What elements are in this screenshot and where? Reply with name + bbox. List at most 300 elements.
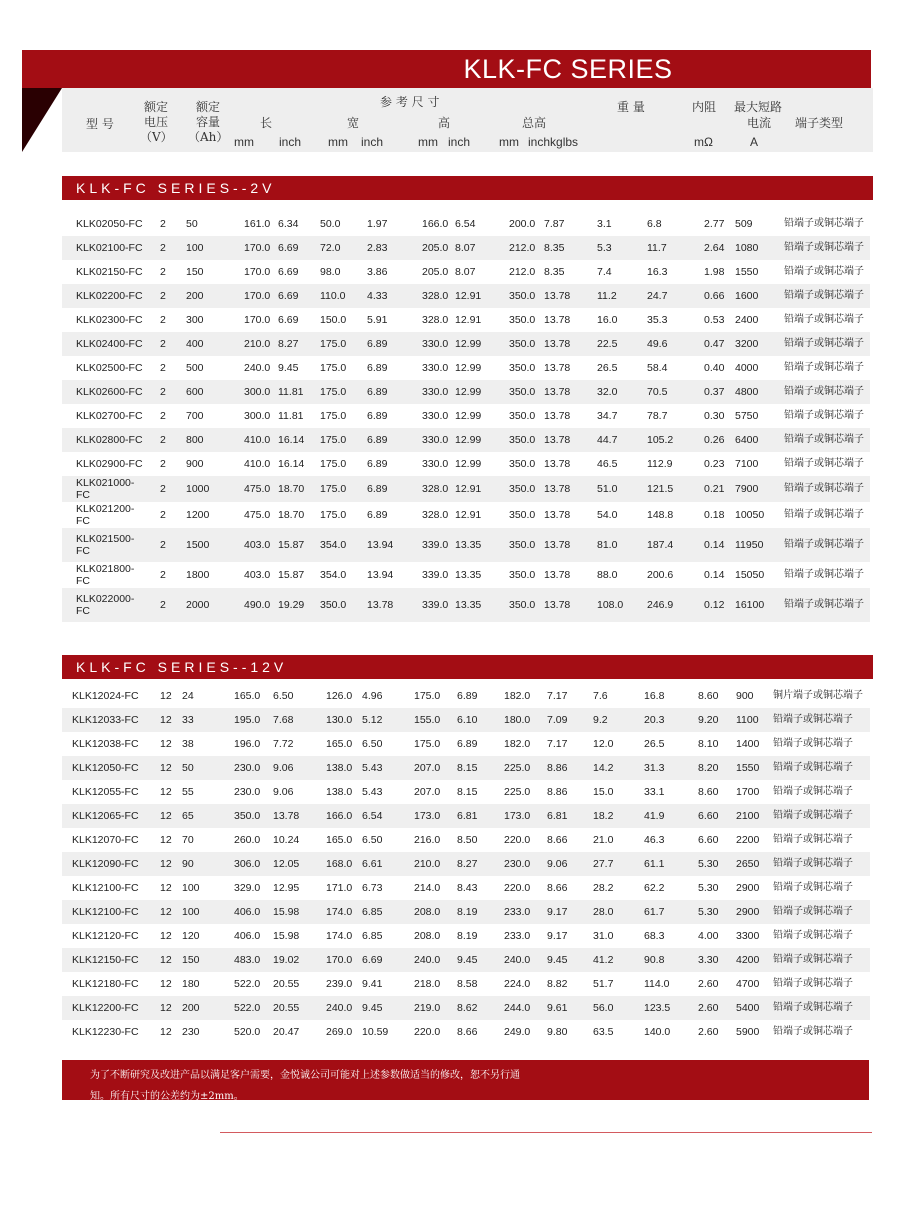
cell-height-inch: 8.58: [457, 978, 478, 990]
cell-width-inch: 6.89: [367, 362, 388, 374]
cell-length-mm: 196.0: [234, 738, 261, 750]
cell-capacity: 150: [186, 266, 204, 278]
cell-total-height-mm: 182.0: [504, 738, 531, 750]
cell-length-inch: 15.87: [278, 539, 305, 551]
cell-weight-lbs: 24.7: [647, 290, 668, 302]
cell-total-height-mm: 350.0: [509, 509, 536, 521]
cell-total-height-mm: 350.0: [509, 569, 536, 581]
header-terminal: 端子类型: [795, 116, 844, 130]
cell-weight-lbs: 11.7: [647, 242, 667, 254]
cell-weight-lbs: 90.8: [644, 954, 665, 966]
cell-width-mm: 175.0: [320, 509, 347, 521]
cell-terminal-type: 铅端子或铜芯端子: [784, 314, 864, 325]
cell-short-current: 1100: [736, 714, 759, 726]
cell-capacity: 120: [182, 930, 200, 942]
cell-internal-resistance: 5.30: [698, 906, 719, 918]
cell-length-mm: 350.0: [234, 810, 261, 822]
cell-height-inch: 8.27: [457, 858, 478, 870]
cell-total-height-mm: 182.0: [504, 690, 531, 702]
cell-width-inch: 6.85: [362, 906, 383, 918]
cell-model: KLK12120-FC: [72, 930, 139, 942]
cell-internal-resistance: 0.14: [704, 539, 725, 551]
cell-length-inch: 6.50: [273, 690, 294, 702]
cell-height-inch: 8.43: [457, 882, 478, 894]
cell-width-inch: 6.54: [362, 810, 383, 822]
cell-height-mm: 175.0: [414, 690, 441, 702]
unit-inch: inch: [279, 135, 302, 149]
cell-height-mm: 328.0: [422, 509, 449, 521]
cell-voltage: 2: [160, 290, 166, 302]
cell-height-mm: 339.0: [422, 539, 449, 551]
header-weight: 重 量: [617, 100, 645, 114]
cell-model: KLK12100-FC: [72, 882, 139, 894]
cell-total-height-mm: 212.0: [509, 266, 536, 278]
cell-width-mm: 171.0: [326, 882, 353, 894]
cell-width-inch: 6.50: [362, 834, 383, 846]
cell-height-inch: 6.10: [457, 714, 478, 726]
cell-weight-kg: 12.0: [593, 738, 614, 750]
cell-internal-resistance: 0.40: [704, 362, 725, 374]
cell-total-height-mm: 350.0: [509, 314, 536, 326]
cell-length-mm: 522.0: [234, 978, 261, 990]
cell-capacity: 24: [182, 690, 194, 702]
cell-capacity: 70: [182, 834, 194, 846]
cell-total-height-inch: 13.78: [544, 509, 571, 521]
cell-weight-kg: 18.2: [593, 810, 614, 822]
cell-voltage: 12: [160, 858, 172, 870]
cell-width-inch: 4.96: [362, 690, 383, 702]
cell-capacity: 180: [182, 978, 200, 990]
cell-width-inch: 6.69: [362, 954, 383, 966]
cell-total-height-mm: 212.0: [509, 242, 536, 254]
cell-length-inch: 12.05: [273, 858, 300, 870]
cell-short-current: 5750: [735, 410, 759, 422]
cell-height-mm: 218.0: [414, 978, 441, 990]
cell-total-height-mm: 240.0: [504, 954, 531, 966]
cell-width-inch: 5.12: [362, 714, 383, 726]
table-row: [62, 332, 870, 356]
cell-capacity: 1200: [186, 509, 210, 521]
cell-length-inch: 7.68: [273, 714, 294, 726]
cell-weight-kg: 5.3: [597, 242, 612, 254]
cell-width-inch: 10.59: [362, 1026, 389, 1038]
cell-width-inch: 5.43: [362, 786, 383, 798]
unit-inch: inch: [448, 135, 471, 149]
cell-internal-resistance: 2.77: [704, 218, 725, 230]
cell-model: KLK02050-FC: [76, 218, 143, 230]
cell-weight-lbs: 114.0: [644, 978, 670, 990]
cell-internal-resistance: 8.60: [698, 690, 719, 702]
cell-weight-lbs: 105.2: [647, 434, 674, 446]
cell-length-inch: 20.55: [273, 978, 300, 990]
cell-total-height-mm: 173.0: [504, 810, 531, 822]
cell-length-mm: 195.0: [234, 714, 261, 726]
cell-total-height-mm: 350.0: [509, 362, 536, 374]
cell-height-mm: 330.0: [422, 338, 449, 350]
header-v-unit: （V）: [140, 130, 173, 144]
cell-height-inch: 12.99: [455, 362, 482, 374]
cell-width-inch: 2.83: [367, 242, 388, 254]
cell-weight-kg: 7.6: [593, 690, 608, 702]
section-label: KLK-FC SERIES--2V: [76, 180, 276, 196]
page-title: KLK-FC SERIES: [463, 54, 673, 84]
cell-total-height-inch: 8.35: [544, 242, 565, 254]
cell-length-mm: 230.0: [234, 786, 261, 798]
table-row: [62, 828, 870, 852]
cell-terminal-type: 铅端子或铜芯端子: [773, 858, 853, 869]
cell-capacity: 300: [186, 314, 204, 326]
unit-inch: inch: [361, 135, 384, 149]
cell-width-mm: 175.0: [320, 362, 347, 374]
cell-weight-kg: 21.0: [593, 834, 614, 846]
cell-height-inch: 8.66: [457, 1026, 478, 1038]
header-width: 宽: [347, 116, 360, 130]
cell-capacity: 1000: [186, 483, 210, 495]
cell-width-inch: 6.85: [362, 930, 383, 942]
cell-width-mm: 240.0: [326, 1002, 353, 1014]
cell-model: KLK12230-FC: [72, 1026, 139, 1038]
header-internal-res: 内阻: [692, 100, 717, 114]
cell-length-inch: 10.24: [273, 834, 300, 846]
cell-capacity: 200: [186, 290, 204, 302]
cell-voltage: 2: [160, 386, 166, 398]
unit-mm: mm: [418, 135, 438, 149]
table-row: [62, 996, 870, 1020]
cell-width-mm: 168.0: [326, 858, 353, 870]
cell-short-current: 3300: [736, 930, 760, 942]
cell-internal-resistance: 1.98: [704, 266, 725, 278]
column-header: [62, 88, 873, 152]
cell-length-inch: 18.70: [278, 483, 305, 495]
cell-internal-resistance: 0.66: [704, 290, 725, 302]
cell-capacity: 200: [182, 1002, 200, 1014]
cell-terminal-type: 铅端子或铜芯端子: [773, 762, 853, 773]
footer-note: [62, 1060, 869, 1100]
cell-short-current: 4800: [735, 386, 759, 398]
cell-height-inch: 12.91: [455, 509, 482, 521]
cell-height-mm: 339.0: [422, 599, 449, 611]
cell-voltage: 2: [160, 362, 166, 374]
cell-terminal-type: 铅端子或铜芯端子: [784, 266, 864, 277]
cell-height-inch: 12.91: [455, 314, 482, 326]
cell-height-inch: 12.99: [455, 434, 482, 446]
cell-model: KLK021800- FC: [76, 563, 135, 587]
cell-capacity: 400: [186, 338, 204, 350]
bottom-rule: [220, 1132, 872, 1133]
table-row: [62, 684, 870, 708]
cell-voltage: 12: [160, 882, 172, 894]
cell-total-height-inch: 8.66: [547, 834, 568, 846]
cell-capacity: 38: [182, 738, 194, 750]
cell-weight-lbs: 246.9: [647, 599, 674, 611]
cell-terminal-type: 铅端子或铜芯端子: [773, 882, 853, 893]
cell-width-inch: 5.43: [362, 762, 383, 774]
cell-total-height-inch: 13.78: [544, 434, 571, 446]
cell-model: KLK12033-FC: [72, 714, 139, 726]
cell-width-mm: 175.0: [320, 410, 347, 422]
cell-model: KLK02100-FC: [76, 242, 143, 254]
cell-length-inch: 11.81: [278, 410, 304, 422]
cell-height-mm: 208.0: [414, 930, 441, 942]
cell-terminal-type: 铅端子或铜芯端子: [784, 599, 864, 610]
cell-weight-kg: 34.7: [597, 410, 618, 422]
cell-width-inch: 4.33: [367, 290, 388, 302]
cell-total-height-inch: 7.17: [547, 690, 568, 702]
cell-voltage: 12: [160, 690, 172, 702]
cell-width-mm: 98.0: [320, 266, 341, 278]
cell-internal-resistance: 3.30: [698, 954, 719, 966]
cell-weight-lbs: 78.7: [647, 410, 668, 422]
cell-total-height-inch: 8.66: [547, 882, 568, 894]
cell-total-height-inch: 9.06: [547, 858, 568, 870]
cell-weight-lbs: 187.4: [647, 539, 674, 551]
cell-internal-resistance: 2.60: [698, 1026, 719, 1038]
cell-terminal-type: 铅端子或铜芯端子: [784, 410, 864, 421]
cell-height-mm: 330.0: [422, 386, 449, 398]
cell-capacity: 100: [182, 882, 200, 894]
cell-height-mm: 166.0: [422, 218, 449, 230]
cell-weight-kg: 63.5: [593, 1026, 614, 1038]
cell-weight-kg: 88.0: [597, 569, 618, 581]
cell-model: KLK12200-FC: [72, 1002, 139, 1014]
cell-length-inch: 15.87: [278, 569, 305, 581]
cell-weight-kg: 22.5: [597, 338, 618, 350]
table-row: [62, 356, 870, 380]
cell-short-current: 3200: [735, 338, 759, 350]
cell-short-current: 2650: [736, 858, 760, 870]
cell-length-mm: 520.0: [234, 1026, 261, 1038]
cell-short-current: 1080: [735, 242, 759, 254]
cell-internal-resistance: 0.12: [704, 599, 725, 611]
cell-width-inch: 13.94: [367, 569, 394, 581]
cell-length-inch: 20.47: [273, 1026, 300, 1038]
cell-total-height-mm: 350.0: [509, 410, 536, 422]
cell-width-mm: 126.0: [326, 690, 353, 702]
cell-capacity: 1500: [186, 539, 210, 551]
cell-length-mm: 410.0: [244, 434, 271, 446]
cell-length-mm: 406.0: [234, 930, 261, 942]
cell-voltage: 12: [160, 1002, 172, 1014]
cell-weight-lbs: 33.1: [644, 786, 665, 798]
cell-total-height-inch: 9.17: [547, 930, 568, 942]
table-row: [62, 1020, 870, 1044]
cell-terminal-type: 铅端子或铜芯端子: [773, 1026, 853, 1037]
cell-model: KLK12038-FC: [72, 738, 139, 750]
cell-voltage: 2: [160, 434, 166, 446]
cell-width-mm: 72.0: [320, 242, 341, 254]
cell-weight-kg: 14.2: [593, 762, 614, 774]
cell-weight-kg: 9.2: [593, 714, 608, 726]
banner-fold: [22, 88, 62, 152]
table-row: [62, 804, 870, 828]
cell-height-mm: 328.0: [422, 483, 449, 495]
cell-weight-lbs: 121.5: [647, 483, 674, 495]
cell-internal-resistance: 2.64: [704, 242, 725, 254]
table-12v: [62, 684, 870, 1044]
header-current: 电流: [747, 116, 772, 130]
cell-voltage: 2: [160, 458, 166, 470]
cell-weight-lbs: 123.5: [644, 1002, 671, 1014]
cell-length-mm: 300.0: [244, 410, 271, 422]
cell-short-current: 11950: [735, 539, 764, 551]
cell-voltage: 2: [160, 483, 166, 495]
cell-model: KLK02500-FC: [76, 362, 143, 374]
cell-height-inch: 6.89: [457, 690, 478, 702]
cell-total-height-inch: 9.61: [547, 1002, 568, 1014]
cell-total-height-mm: 350.0: [509, 434, 536, 446]
cell-short-current: 1600: [735, 290, 759, 302]
cell-height-mm: 214.0: [414, 882, 441, 894]
header-capacity: 容量: [196, 115, 221, 129]
table-row: [62, 260, 870, 284]
cell-total-height-mm: 249.0: [504, 1026, 531, 1038]
cell-internal-resistance: 0.30: [704, 410, 725, 422]
cell-voltage: 12: [160, 834, 172, 846]
cell-total-height-mm: 350.0: [509, 599, 536, 611]
unit-milliohm: mΩ: [694, 135, 713, 149]
cell-total-height-mm: 225.0: [504, 762, 531, 774]
cell-height-inch: 12.91: [455, 290, 482, 302]
cell-height-mm: 328.0: [422, 290, 449, 302]
cell-width-mm: 50.0: [320, 218, 341, 230]
cell-width-mm: 150.0: [320, 314, 347, 326]
cell-voltage: 12: [160, 930, 172, 942]
cell-length-inch: 6.69: [278, 314, 299, 326]
table-row: [62, 212, 870, 236]
table-row: [62, 452, 870, 476]
cell-terminal-type: 铅端子或铜芯端子: [784, 218, 864, 229]
cell-width-mm: 175.0: [320, 483, 347, 495]
cell-width-mm: 175.0: [320, 458, 347, 470]
cell-internal-resistance: 0.23: [704, 458, 725, 470]
cell-weight-lbs: 58.4: [647, 362, 668, 374]
cell-weight-kg: 51.7: [593, 978, 614, 990]
table-row: [62, 948, 870, 972]
cell-terminal-type: 铅端子或铜芯端子: [784, 386, 864, 397]
cell-capacity: 230: [182, 1026, 200, 1038]
cell-length-mm: 329.0: [234, 882, 261, 894]
cell-model: KLK02800-FC: [76, 434, 143, 446]
cell-terminal-type: 铅端子或铜芯端子: [773, 834, 853, 845]
table-row: [62, 308, 870, 332]
cell-total-height-inch: 13.78: [544, 362, 571, 374]
cell-width-inch: 13.94: [367, 539, 394, 551]
table-row: [62, 588, 870, 622]
cell-total-height-inch: 7.87: [544, 218, 565, 230]
cell-voltage: 12: [160, 714, 172, 726]
cell-weight-lbs: 20.3: [644, 714, 665, 726]
cell-total-height-mm: 244.0: [504, 1002, 531, 1014]
cell-total-height-mm: 350.0: [509, 458, 536, 470]
cell-total-height-mm: 224.0: [504, 978, 531, 990]
cell-weight-lbs: 61.7: [644, 906, 665, 918]
table-row: [62, 756, 870, 780]
cell-model: KLK02900-FC: [76, 458, 143, 470]
section-label: KLK-FC SERIES--12V: [76, 659, 288, 675]
cell-capacity: 33: [182, 714, 194, 726]
cell-weight-kg: 26.5: [597, 362, 618, 374]
cell-height-mm: 328.0: [422, 314, 449, 326]
cell-weight-lbs: 31.3: [644, 762, 665, 774]
header-total-height: 总高: [522, 116, 547, 130]
cell-internal-resistance: 6.60: [698, 810, 719, 822]
cell-width-mm: 350.0: [320, 599, 347, 611]
table-row: [62, 428, 870, 452]
cell-weight-kg: 28.0: [593, 906, 614, 918]
cell-width-inch: 6.89: [367, 386, 388, 398]
cell-voltage: 12: [160, 738, 172, 750]
table-row: [62, 780, 870, 804]
cell-length-mm: 475.0: [244, 509, 271, 521]
cell-length-mm: 483.0: [234, 954, 261, 966]
header-model: 型 号: [86, 117, 114, 131]
cell-total-height-mm: 220.0: [504, 834, 531, 846]
cell-capacity: 500: [186, 362, 204, 374]
cell-total-height-mm: 200.0: [509, 218, 536, 230]
cell-terminal-type: 铅端子或铜芯端子: [784, 539, 864, 550]
cell-width-mm: 175.0: [320, 338, 347, 350]
cell-terminal-type: 铅端子或铜芯端子: [773, 1002, 853, 1013]
cell-total-height-inch: 13.78: [544, 458, 571, 470]
cell-height-inch: 6.89: [457, 738, 478, 750]
cell-width-inch: 6.89: [367, 338, 388, 350]
table-row: [62, 528, 870, 562]
cell-total-height-inch: 9.17: [547, 906, 568, 918]
cell-total-height-inch: 9.80: [547, 1026, 568, 1038]
cell-terminal-type: 铅端子或铜芯端子: [773, 906, 853, 917]
cell-internal-resistance: 0.21: [704, 483, 725, 495]
cell-terminal-type: 铜片端子或铜芯端子: [773, 690, 863, 701]
cell-length-inch: 15.98: [273, 906, 300, 918]
cell-short-current: 15050: [735, 569, 765, 581]
cell-weight-lbs: 16.8: [644, 690, 665, 702]
cell-width-mm: 354.0: [320, 539, 347, 551]
cell-model: KLK02150-FC: [76, 266, 143, 278]
cell-height-mm: 240.0: [414, 954, 441, 966]
cell-internal-resistance: 0.53: [704, 314, 725, 326]
cell-length-inch: 12.95: [273, 882, 300, 894]
cell-total-height-inch: 13.78: [544, 539, 571, 551]
cell-short-current: 5400: [736, 1002, 760, 1014]
cell-width-mm: 110.0: [320, 290, 346, 302]
cell-capacity: 900: [186, 458, 204, 470]
cell-weight-kg: 108.0: [597, 599, 624, 611]
cell-weight-lbs: 46.3: [644, 834, 665, 846]
cell-length-inch: 8.27: [278, 338, 299, 350]
cell-width-mm: 174.0: [326, 906, 353, 918]
table-row: [62, 562, 870, 588]
cell-weight-kg: 51.0: [597, 483, 618, 495]
cell-total-height-inch: 8.82: [547, 978, 568, 990]
cell-width-mm: 170.0: [326, 954, 353, 966]
cell-height-inch: 13.35: [455, 569, 482, 581]
cell-width-inch: 1.97: [367, 218, 388, 230]
cell-model: KLK02300-FC: [76, 314, 143, 326]
cell-terminal-type: 铅端子或铜芯端子: [773, 738, 853, 749]
table-row: [62, 924, 870, 948]
cell-width-inch: 9.45: [362, 1002, 383, 1014]
cell-voltage: 12: [160, 810, 172, 822]
cell-height-mm: 175.0: [414, 738, 441, 750]
cell-length-mm: 406.0: [234, 906, 261, 918]
unit-inch-kg-lbs: inchkglbs: [528, 135, 579, 149]
cell-length-mm: 240.0: [244, 362, 271, 374]
cell-length-mm: 161.0: [244, 218, 271, 230]
cell-voltage: 12: [160, 1026, 172, 1038]
cell-internal-resistance: 8.20: [698, 762, 719, 774]
cell-capacity: 600: [186, 386, 204, 398]
cell-length-mm: 170.0: [244, 290, 271, 302]
